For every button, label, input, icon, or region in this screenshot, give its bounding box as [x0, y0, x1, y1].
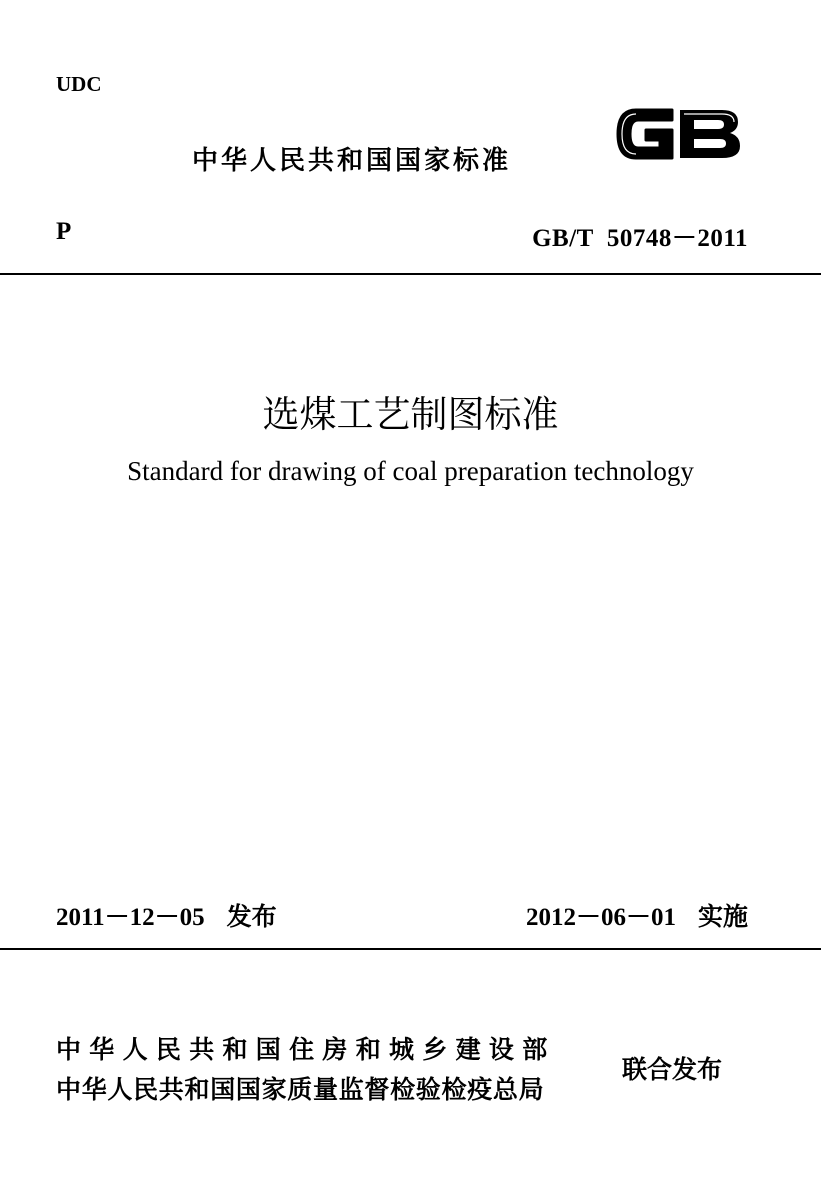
udc-label: UDC	[56, 72, 102, 96]
bottom-divider	[0, 948, 821, 950]
title-chinese: 选煤工艺制图标准	[262, 393, 559, 436]
issue-date: 2011－12－05	[56, 904, 205, 931]
issuer-line-2: 中华人民共和国国家质量监督检验检疫总局	[56, 1075, 545, 1104]
issue-date-block	[56, 897, 277, 933]
org-title: 中华人民共和国国家标准	[192, 146, 512, 176]
implementation-date-block	[526, 897, 748, 933]
implementation-date: 2012－06－01	[525, 904, 676, 931]
gb-logo-icon	[606, 96, 748, 172]
classification-code: P	[56, 218, 72, 245]
issue-label: 发布	[226, 902, 277, 931]
title-english: Standard for drawing of coal preparation technology	[127, 456, 694, 486]
joint-issue-label: 联合发布	[622, 1055, 723, 1084]
standard-number	[532, 218, 748, 254]
standard-number-text: GB/T 50748－2011	[532, 225, 748, 252]
issuer-line-1: 中华人民共和国住房和城乡建设部	[56, 1035, 556, 1064]
implementation-label: 实施	[697, 902, 748, 931]
top-divider	[0, 273, 821, 275]
